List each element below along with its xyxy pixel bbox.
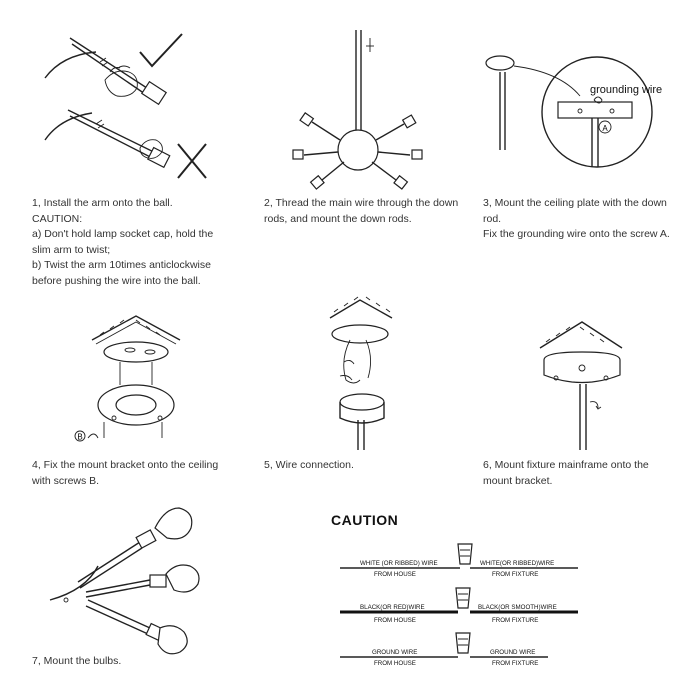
caution-title: CAUTION <box>331 512 399 528</box>
step3-illustration <box>486 56 662 167</box>
step3-caption: 3, Mount the ceiling plate with the down rod. Fix the grounding wire onto the screw A. <box>483 197 670 240</box>
step1-caption: 1, Install the arm onto the ball. CAUTION: a) Don't hold lamp socket cap, hold the slim arm to twist; b) Twist the arm 10times anticlockwise before pushing the wire into the ball. <box>32 197 214 287</box>
step7-caption: 7, Mount the bulbs. <box>32 655 122 667</box>
row1-right-bottom: FROM FIXTURE <box>492 571 539 578</box>
row3-right-top: GROUND WIRE <box>490 649 536 656</box>
step4-illustration <box>75 316 180 442</box>
row1-left-top: WHITE (OR RIBBED) WIRE <box>360 560 438 567</box>
cross-icon <box>178 144 206 178</box>
row2-left-bottom: FROM HOUSE <box>374 617 416 624</box>
row2-right-top: BLACK(OR SMOOTH)WIRE <box>478 604 557 611</box>
wire-nut-ground <box>456 633 470 653</box>
check-icon <box>140 34 182 66</box>
step5-illustration <box>330 297 392 450</box>
step1-illustration <box>45 34 206 178</box>
grounding-wire-label: grounding wire <box>590 84 663 96</box>
row1-left-bottom: FROM HOUSE <box>374 571 416 578</box>
step6-illustration <box>540 322 622 450</box>
row3-left-top: GROUND WIRE <box>372 649 418 656</box>
step2-caption: 2, Thread the main wire through the down rods, and mount the down rods. <box>264 197 459 225</box>
step6-caption: 6, Mount fixture mainframe onto the mount bracket. <box>483 459 649 487</box>
screw-b-label: B <box>77 432 83 442</box>
step7-illustration <box>50 508 199 654</box>
row1-right-top: WHITE(OR RIBBED)WIRE <box>480 560 555 567</box>
step4-caption: 4, Fix the mount bracket onto the ceiling with screws B. <box>32 459 219 487</box>
row2-right-bottom: FROM FIXTURE <box>492 617 539 624</box>
step2-illustration <box>293 30 422 189</box>
row3-right-bottom: FROM FIXTURE <box>492 660 539 667</box>
row2-left-top: BLACK(OR RED)WIRE <box>360 604 425 611</box>
wire-nut-black <box>456 588 470 608</box>
wire-nut-white <box>458 544 472 564</box>
row3-left-bottom: FROM HOUSE <box>374 660 416 667</box>
step5-caption: 5, Wire connection. <box>264 459 354 471</box>
screw-a-label: A <box>602 124 608 133</box>
